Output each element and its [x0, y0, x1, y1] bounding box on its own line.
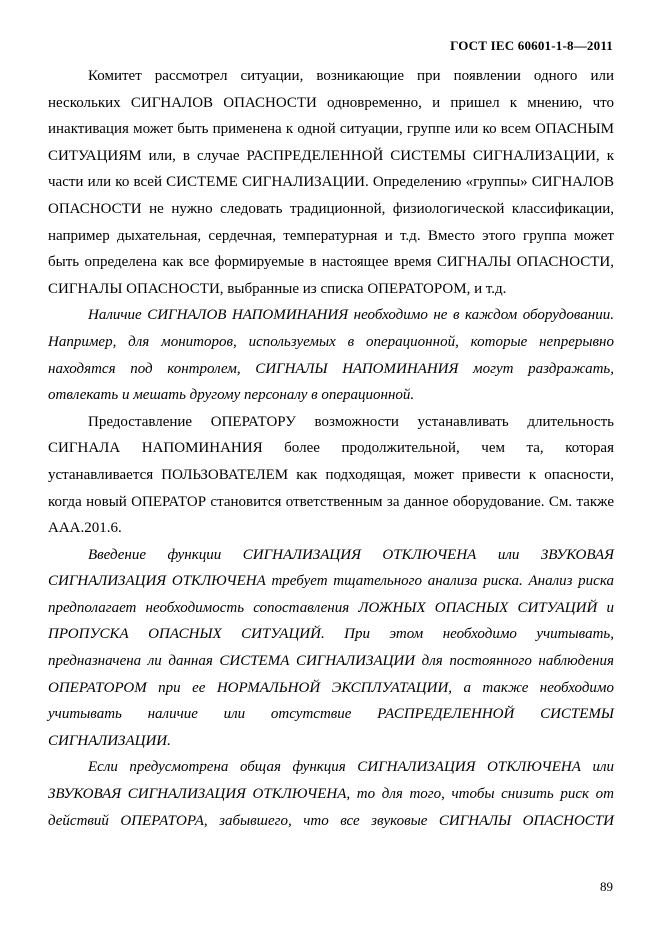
- document-body: [48, 63, 614, 834]
- paragraph-reminder-signals: Наличие СИГНАЛОВ НАПОМИНАНИЯ необходимо не в каждом оборудовании. Например, для мониторов, используемых в операционной, которые непрерывно находятся под контролем, СИГНАЛЫ НАПОМИНАНИЯ могут раздражать, отвлекать и мешать другому персоналу в операционной.: [48, 307, 614, 404]
- page-header-standard-id: ГОСТ IEC 60601-1-8—2011: [450, 38, 613, 53]
- paragraph-alarm-off-risk: Введение функции СИГНАЛИЗАЦИЯ ОТКЛЮЧЕНА или ЗВУКОВАЯ СИГНАЛИЗАЦИЯ ОТКЛЮЧЕНА требует тщательного анализа риска. Анализ риска предполагает необходимость сопоставления ЛОЖНЫХ ОПАСНЫХ СИТУАЦИЙ и ПРОПУСКА ОПАСНЫХ СИТУАЦИЙ. При этом необходимо учитывать, предназначена ли данная СИСТЕМА СИГНАЛИЗАЦИИ для постоянного наблюдения ОПЕРАТОРОМ при ее НОРМАЛЬНОЙ ЭКСПЛУАТАЦИИ, а также необходимо учитывать наличие или отсутствие РАСПРЕДЕЛЕННОЙ СИСТЕМЫ СИГНАЛИЗАЦИИ.: [48, 546, 614, 749]
- page-number: 89: [600, 879, 613, 894]
- paragraph-reminder-duration: Предоставление ОПЕРАТОРУ возможности устанавливать длительность СИГНАЛА НАПОМИНАНИЯ более продолжительной, чем та, которая устанавливается ПОЛЬЗОВАТЕЛЕМ как подходящая, может привести к опасности, когда новый ОПЕРАТОР становится ответственным за данное оборудование. См. также ААА.201.6.: [48, 413, 614, 537]
- paragraph-alarm-groups: Комитет рассмотрел ситуации, возникающие при появлении одного или нескольких СИГНАЛОВ ОПАСНОСТИ одновременно, и пришел к мнению, что инактивация может быть применена к одной ситуации, группе или ко всем ОПАСНЫМ СИТУАЦИЯМ или, в случае РАСПРЕДЕЛЕННОЙ СИСТЕМЫ СИГНАЛИЗАЦИИ, к части или ко всей СИСТЕМЕ СИГНАЛИЗАЦИИ. Определению «группы» СИГНАЛОВ ОПАСНОСТИ не нужно следовать традиционной, физиологической классификации, например дыхательная, сердечная, температурная и т.д. Вместо этого группа может быть определена как все формируемые в настоящее время СИГНАЛЫ ОПАСНОСТИ, СИГНАЛЫ ОПАСНОСТИ, выбранные из списка ОПЕРАТОРОМ, и т.д.: [48, 68, 614, 297]
- paragraph-general-alarm-off: Если предусмотрена общая функция СИГНАЛИЗАЦИЯ ОТКЛЮЧЕНА или ЗВУКОВАЯ СИГНАЛИЗАЦИЯ ОТКЛЮЧЕНА, то для того, чтобы снизить риск от действий ОПЕРАТОРА, забывшего, что все звуковые СИГНАЛЫ ОПАСНОСТИ: [48, 759, 614, 829]
